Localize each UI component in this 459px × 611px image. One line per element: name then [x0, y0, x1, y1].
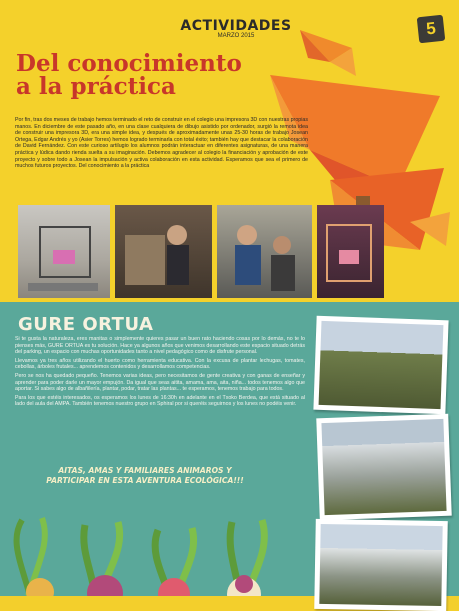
photo-building — [115, 205, 212, 298]
section-title: ACTIVIDADES — [180, 18, 292, 34]
garden-photo-1 — [313, 316, 448, 415]
garden-photo-2 — [316, 414, 451, 521]
article-body: Por fin, tras dos meses de trabajo hemos terminado el reto de construir en el colegio una impresora 3D con nuestras propias manos. En diciembre de este pasado año, en una clase cualquiera de dibujo asistido por ordenador, surgió la remota idea de construir una impresora 3D, era una simple idea, y después de aproximadamente unas 25-30 horas de trabajo Josean Ortega, Edgar Andrés y yo (Asier Torres) hemos logrado terminarla con total éxito; también hay que destacar la colaboración de David Fernández. Con este curioso artilugio los alumnos podrán interactuar en diferentes asignaturas, de una manera práctica y lúdica dando rienda suelta a su imaginación. Debemos agradecer al colegio la financiación y aprobación de este proyecto y sobre todo a Josean la impulsación y activa colaboración en esta actividad. Esperamos que sea el primero de muchos futuros proyectos. Del conocimiento a la práctica — [15, 117, 308, 170]
photo-printer-detail — [317, 205, 384, 298]
call-to-action: AITAS, AMAS Y FAMILIARES ANIMAROS Y PARTICIPAR EN ESTA AVENTURA ECOLÓGICA!!! — [46, 466, 244, 485]
gure-ortua-title: GURE ORTUA — [18, 314, 154, 335]
photo-students — [217, 205, 312, 298]
section-header — [166, 18, 306, 39]
page-number: 5 — [417, 15, 446, 44]
vegetables-decoration — [0, 500, 305, 596]
garden-photo-3 — [314, 519, 448, 611]
gure-ortua-body: Si te gusta la naturaleza, eres manitas o simplemente quieres pasar un buen rato haciendo cosas por lo demás, no te lo pienses más, GURE ORTUA es tu solución. Hace ya algunos años que venimos desarrollando este espacio situado detrás del parking, un espacio con muchas oportunidades tanto a nivel pedagógico como de disfrute personal. Llevamos ya tres años utilizando el huerto como herramienta educativa. Con la excusa de plantar lechugas, tomates, cebollas, árboles frutales... aprendemos contenidos y desarrollamos competencias. Pero se nos ha quedado pequeño. Tenemos varias ideas, pero necesitamos de gente creativa y con ganas de enseñar y aprender para poder darle un mayor empujón. Da igual que seas aitita, amama, ama, aita, niña... todos tenemos algo que aportar. Si sabes algo de albañilería, plantar, podar, tratar las plantas... te esperamos, tenemos trabajo para todos. Para los que estéis interesados, os esperamos los lunes de 16:30h en adelante en el Txoko Berdea, que está situado al lado del aula del AMPA. También tenemos nuestro grupo en Sphiral por si queréis seguirnos y los lunes no podéis venir. — [15, 336, 305, 408]
issue-date: MARZO 2015 — [217, 33, 255, 39]
photo-3d-printer — [18, 205, 110, 298]
article-title: Del conocimiento a la práctica — [16, 50, 242, 100]
